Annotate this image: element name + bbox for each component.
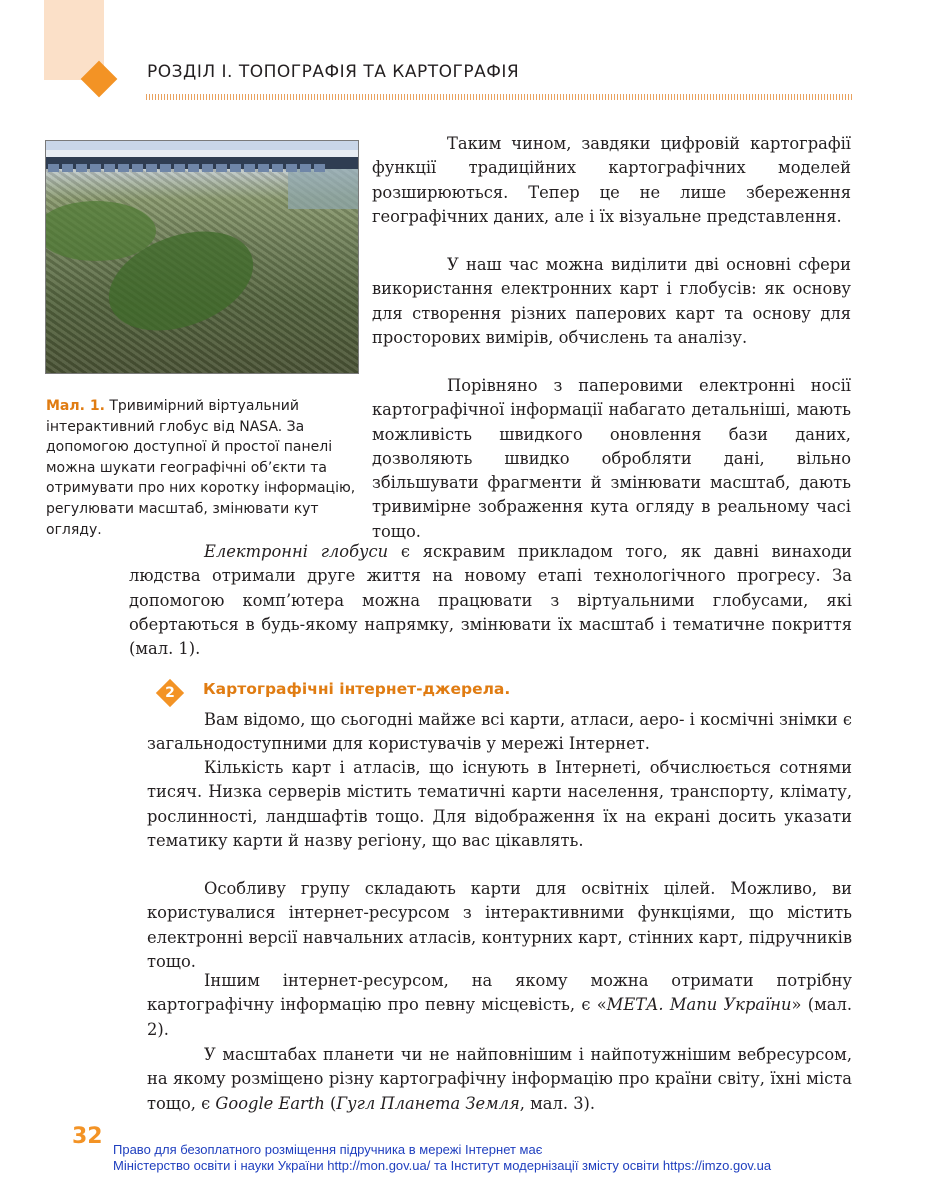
- italic-term: Гугл Планета Земля: [336, 1093, 520, 1113]
- toolbar-icon: [160, 164, 171, 172]
- header-dotted-rule: [146, 94, 852, 100]
- figure-caption: [46, 396, 362, 540]
- toolbar-icon: [132, 164, 143, 172]
- toolbar-icon: [174, 164, 185, 172]
- toolbar-icon: [48, 164, 59, 172]
- footer-line-2: Міністерство освіти і науки України http://mon.gov.ua/ та Інститут модернізації змісту освіти https://imzo.gov.ua: [113, 1158, 772, 1173]
- paragraph-text: (: [324, 1093, 337, 1113]
- toolbar-icon: [230, 164, 241, 172]
- toolbar-icon: [188, 164, 199, 172]
- toolbar-icon: [90, 164, 101, 172]
- footer-line-1: Право для безоплатного розміщення підручника в мережі Інтернет має: [113, 1142, 543, 1157]
- running-title: РОЗДІЛ І. ТОПОГРАФІЯ ТА КАРТОГРАФІЯ: [147, 62, 520, 82]
- caption-text: Тривимірний віртуальний інтерактивний глобус від NASA. За допомогою доступної й простої панелі можна шукати географічні об’єкти та отримувати про них коротку інформацію, регулювати масштаб, змінювати кут огляду.: [46, 398, 356, 538]
- toolbar-icon: [244, 164, 255, 172]
- toolbar-icon: [216, 164, 227, 172]
- toolbar-icon: [104, 164, 115, 172]
- italic-term: Google Earth: [215, 1093, 325, 1113]
- window-titlebar: [46, 141, 358, 150]
- window-menubar: [46, 150, 358, 157]
- toolbar-icon: [146, 164, 157, 172]
- paragraph: У наш час можна виділити дві основні сфери використання електронних карт і глобусів: як основу для створення різних паперових карт та основу для просторових вимірів, обчислень та аналізу.: [372, 255, 851, 347]
- paragraph: Кількість карт і атласів, що існують в Інтернеті, обчислюється сотнями тисяч. Низка серверів містить тематичні карти населення, транспорту, клімату, рослинності, ландшафтів тощо. Для відображення їх на екрані досить указати тематику карти й назву регіону, що вас цікавлять.: [147, 758, 852, 850]
- toolbar-icon: [118, 164, 129, 172]
- paragraph-text: є яскравим прикладом того, як давні винаходи людства отримали друге життя на новому етапі технологічного прогресу. За допомогою комп’ютера можна працювати з віртуальними глобусами, які обертаються в будь-якому напрямку, змінювати їх масштаб і тематичне покриття (мал. 1).: [129, 542, 852, 659]
- toolbar-icon: [258, 164, 269, 172]
- toolbar-icon: [300, 164, 311, 172]
- toolbar-icon: [62, 164, 73, 172]
- italic-term: МЕТА. Мапи України: [606, 995, 792, 1015]
- toolbar-icon: [314, 164, 325, 172]
- paragraph-text: Іншим інтернет-ресурсом, на якому можна отримати потрібну картографічну інформацію про певну місцевість, є «: [147, 971, 852, 1015]
- paragraph: Таким чином, завдяки цифровій картографії функції традиційних картографічних моделей розширюються. Тепер це не лише збереження географічних даних, але і їх візуальне представлення.: [372, 134, 851, 226]
- paragraph-text: » (мал. 2).: [147, 995, 853, 1039]
- paragraph: [147, 969, 852, 1042]
- nasa-globe-screenshot: [45, 140, 359, 374]
- caption-label: Мал. 1.: [46, 398, 105, 414]
- sea-area: [288, 169, 358, 209]
- toolbar-icon: [202, 164, 213, 172]
- paragraph-text: , мал. 3).: [519, 1093, 596, 1113]
- window-toolbar: [46, 157, 358, 169]
- toolbar-icon: [272, 164, 283, 172]
- section-title: Картографічні інтернет-джерела.: [203, 680, 511, 698]
- page-number: 32: [72, 1124, 103, 1149]
- paragraph: [147, 1043, 852, 1116]
- section-number: 2: [165, 685, 175, 701]
- paragraph-text: У масштабах планети чи не найповнішим і найпотужнішим вебресурсом, на якому розміщено різну картографічну інформацію про країни світу, їхні міста тощо, є: [147, 1045, 852, 1113]
- paragraph: Особливу групу складають карти для освітніх цілей. Можливо, ви користувалися інтернет-ресурсом з інтерактивними функціями, що містить електронні версії навчальних атласів, контурних карт, стінних карт, підручників тощо.: [147, 879, 852, 971]
- paragraph: [129, 540, 852, 661]
- paragraph: Порівняно з паперовими електронні носії картографічної інформації набагато детальніші, мають можливість швидкого оновлення бази даних, дозволяють швидко обробляти дані, вільно збільшувати фрагменти й змінювати масштаб, дають тривимірне зображення кута огляду в реальному часі тощо.: [372, 376, 851, 541]
- toolbar-icon: [286, 164, 297, 172]
- italic-term: Електронні глобуси: [204, 542, 389, 561]
- toolbar-icon: [76, 164, 87, 172]
- paragraph: Вам відомо, що сьогодні майже всі карти, атласи, аеро- і космічні знімки є загальнодоступними для користувачів у мережі Інтернет.: [147, 710, 852, 754]
